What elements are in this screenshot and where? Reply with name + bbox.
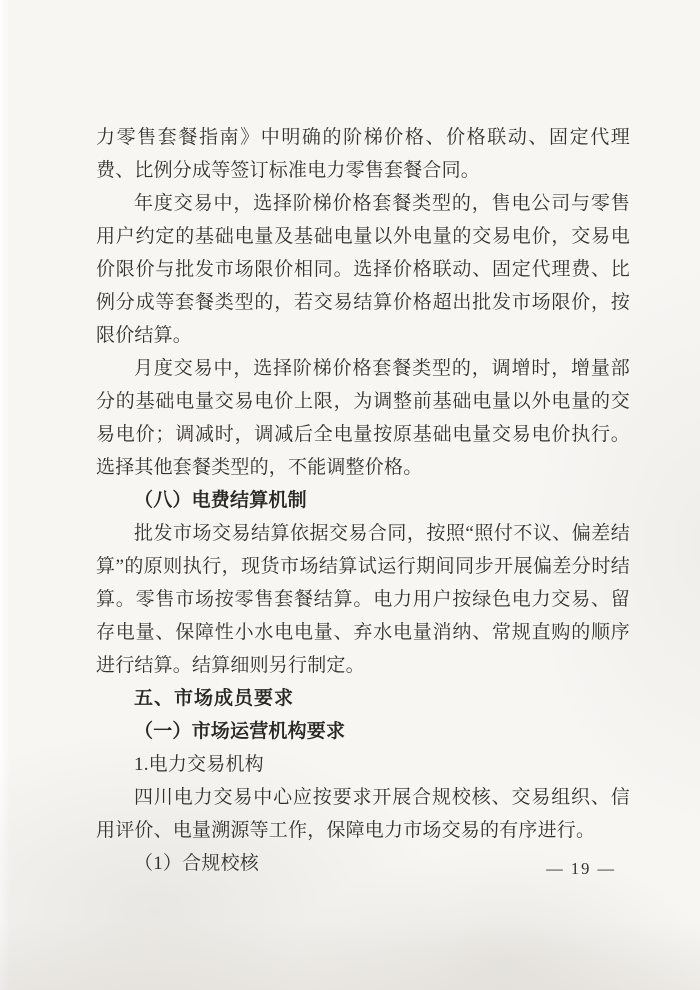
paragraph: 年度交易中，选择阶梯价格套餐类型的，售电公司与零售用户约定的基础电量及基础电量以外电量的交易电价，交易电价限价与批发市场限价相同。选择价格联动、固定代理费、比例分成等套餐类型的，若交易结算价格超出批发市场限价，按限价结算。 xyxy=(96,193,630,346)
paragraph: 月度交易中，选择阶梯价格套餐类型的，调增时，增量部分的基础电量交易电价上限，为调整前基础电量以外电量的交易电价；调减时，调减后全电量按原基础电量交易电价执行。选择其他套餐类型的，不能调整价格。 xyxy=(96,358,630,478)
paragraph: 1.电力交易机构 xyxy=(134,754,264,775)
paragraph: （1）合规校核 xyxy=(134,853,259,874)
page-number: — 19 — xyxy=(546,859,616,878)
paragraph: 批发市场交易结算依据交易合同，按照“照付不议、偏差结算”的原则执行，现货市场结算试运行期间同步开展偏差分时结算。零售市场按零售套餐结算。电力用户按绿色电力交易、留存电量、保障性小水电电量、弃水电量消纳、常规直购的顺序进行结算。结算细则另行制定。 xyxy=(96,523,630,676)
section-heading: 五、市场成员要求 xyxy=(134,688,295,709)
section-heading: （八）电费结算机制 xyxy=(134,490,307,511)
section-heading: （一）市场运营机构要求 xyxy=(134,721,346,742)
document-text-block xyxy=(96,121,630,880)
paragraph: 力零售套餐指南》中明确的阶梯价格、价格联动、固定代理费、比例分成等签订标准电力零售套餐合同。 xyxy=(96,127,630,181)
paragraph: 四川电力交易中心应按要求开展合规校核、交易组织、信用评价、电量溯源等工作，保障电力市场交易的有序进行。 xyxy=(96,787,630,841)
